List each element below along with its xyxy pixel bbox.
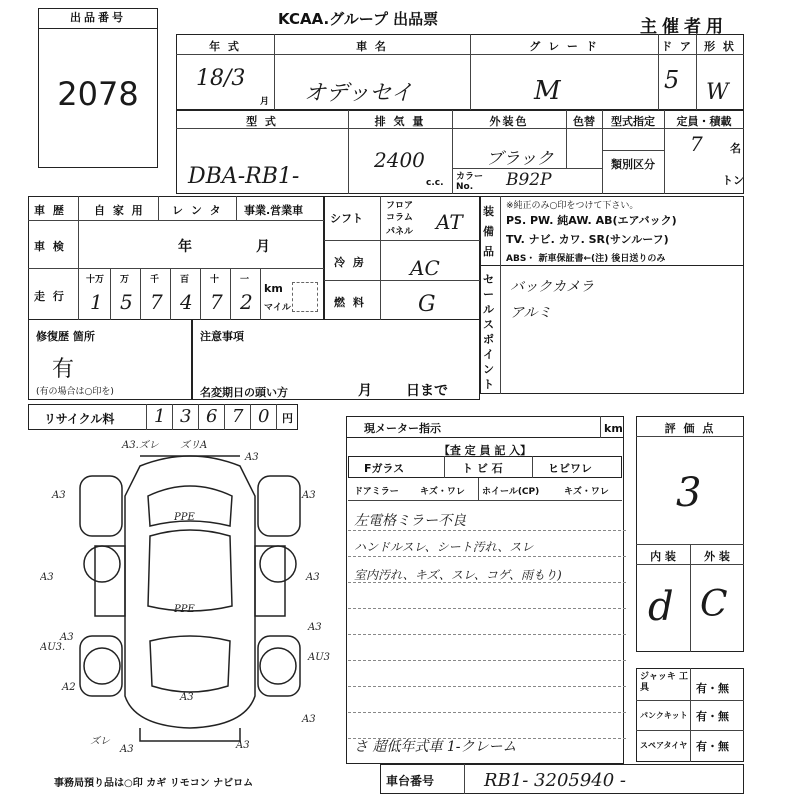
diagram-label-9: A3 bbox=[308, 622, 322, 633]
recycle-digit-1: 3 bbox=[180, 406, 192, 427]
recycle-digit-2: 6 bbox=[206, 406, 218, 427]
inspection-label: 車 検 bbox=[34, 240, 66, 253]
grade-label: 評 価 点 bbox=[664, 422, 716, 435]
mirror-label: ドアミラー bbox=[354, 487, 399, 497]
car-label: 車 名 bbox=[356, 40, 388, 53]
inspector-line-8: さ 超低年式車 1-クレーム bbox=[354, 739, 517, 755]
diagram-label-8: A3 bbox=[306, 572, 320, 583]
shift-column[interactable]: コラム bbox=[386, 213, 413, 223]
diagram-label-7: A3 bbox=[40, 572, 54, 583]
digit-h3: 百 bbox=[180, 275, 190, 285]
inspection-year: 年 bbox=[178, 239, 194, 255]
door-label: ド ア bbox=[661, 40, 693, 53]
diagram-label-6: PPE bbox=[174, 604, 195, 615]
glass-label: Fガラス bbox=[364, 462, 405, 475]
capacity-value: 7 bbox=[690, 132, 703, 156]
mileage-digit-5: 2 bbox=[240, 290, 253, 314]
digit-h2: 千 bbox=[150, 275, 160, 285]
displacement-label: 排 気 量 bbox=[374, 115, 426, 128]
chip-label[interactable]: ト ビ 石 bbox=[462, 462, 503, 475]
digit-h1: 万 bbox=[120, 275, 130, 285]
shift-value: AT bbox=[436, 210, 463, 234]
exterior-grade-label: 外 装 bbox=[704, 550, 730, 563]
recycle-digit-0: 1 bbox=[154, 406, 166, 427]
sales-text1: バックカメラ bbox=[510, 279, 594, 295]
chassis-value: RB1- 3205940 - bbox=[484, 770, 627, 791]
inspector-title: 【査 定 員 記 入】 bbox=[438, 444, 532, 457]
diagram-label-16: ズレ bbox=[90, 736, 110, 747]
color-change-label: 色替 bbox=[573, 115, 595, 128]
grade-value: M bbox=[534, 76, 561, 106]
inspection-month: 月 bbox=[256, 239, 272, 255]
car-value: オデッセイ bbox=[304, 81, 413, 106]
mileage-digit-1: 5 bbox=[120, 290, 133, 314]
diagram-label-12: A3 bbox=[60, 632, 74, 643]
interior-grade: d bbox=[648, 584, 674, 630]
mileage-digit-4: 7 bbox=[210, 290, 223, 314]
fuel-label: 燃 料 bbox=[334, 296, 366, 309]
crack-label[interactable]: ヒビワレ bbox=[548, 462, 592, 475]
mileage-digit-0: 1 bbox=[90, 290, 103, 314]
wheel-label: ホイール(CP) bbox=[482, 487, 540, 497]
color-no-label: カラー No. bbox=[456, 172, 484, 192]
shift-floor[interactable]: フロア bbox=[386, 201, 414, 211]
jack-label-0: ジャッキ 工 具 bbox=[640, 672, 688, 693]
year-value: 18/3 bbox=[196, 66, 246, 91]
equipment-line3[interactable]: ABS・ 新車保証書←(注) 後日送りのみ bbox=[506, 254, 666, 264]
inspector-line-0: 左電格ミラー不良 bbox=[354, 513, 466, 529]
diagram-label-1: ズリA bbox=[180, 440, 208, 451]
history-label: 車 歴 bbox=[34, 204, 66, 217]
interior-label: 内 装 bbox=[650, 550, 676, 563]
digit-h4: 十 bbox=[210, 275, 220, 285]
wheel-opts[interactable]: キズ・ワレ bbox=[564, 487, 609, 497]
diagram-label-18: A3 bbox=[236, 740, 250, 751]
model-value: DBA-RB1- bbox=[188, 164, 300, 189]
inspector-line-1: ハンドルスレ、シート汚れ、スレ bbox=[354, 540, 534, 554]
shift-label: シフト bbox=[330, 212, 363, 225]
recycle-unit: 円 bbox=[282, 412, 293, 425]
history-private[interactable]: 自 家 用 bbox=[94, 204, 145, 217]
sales-label: セールスポイント bbox=[483, 273, 494, 391]
mile-unit: マイル bbox=[264, 303, 291, 313]
period-month: 月 bbox=[358, 383, 374, 399]
repair-note: (有の場合は○印を) bbox=[36, 387, 114, 397]
equipment-note: ※純正のみ○印をつけて下さい。 bbox=[506, 201, 639, 211]
jack-value-0[interactable]: 有・無 bbox=[696, 682, 729, 695]
diagram-label-3: A3 bbox=[52, 490, 66, 501]
recycle-digit-3: 7 bbox=[232, 406, 244, 427]
mirror-opts[interactable]: キズ・ワレ bbox=[420, 487, 465, 497]
type-spec-label: 型式指定 bbox=[611, 115, 655, 128]
fuel-value: G bbox=[418, 292, 436, 317]
jack-value-2[interactable]: 有・無 bbox=[696, 740, 729, 753]
footer-text: 事務局預り品は○印 カギ リモコン ナビロム bbox=[54, 778, 254, 789]
capacity-unit: 名 bbox=[730, 142, 741, 155]
shape-label: 形 状 bbox=[704, 40, 736, 53]
capacity-label: 定員・積載 bbox=[676, 115, 732, 128]
jack-label-1: パンクキット bbox=[640, 711, 688, 720]
mileage-label: 走 行 bbox=[34, 290, 66, 303]
repair-label: 修復歴 箇所 bbox=[36, 330, 95, 343]
history-rental[interactable]: レ ン タ bbox=[172, 204, 223, 217]
mileage-digit-2: 7 bbox=[150, 290, 163, 314]
history-business[interactable]: 事業.営業車 bbox=[244, 204, 304, 217]
class-label: 類別区分 bbox=[611, 158, 655, 171]
lot-label: 出品番号 bbox=[39, 9, 157, 29]
diagram-label-11: AU3 bbox=[308, 652, 331, 663]
diagram-label-13: A2 bbox=[62, 682, 76, 693]
exterior-label: 外装色 bbox=[489, 115, 529, 128]
diagram-label-5: PPE bbox=[174, 512, 195, 523]
ac-label: 冷 房 bbox=[334, 256, 366, 269]
color-no-value: B92P bbox=[506, 170, 552, 190]
door-value: 5 bbox=[664, 66, 680, 94]
diagram-label-14: A3 bbox=[180, 692, 194, 703]
diagram-label-4: A3 bbox=[302, 490, 316, 501]
shift-panel[interactable]: パネル bbox=[386, 227, 414, 237]
form-title: KCAA.グループ 出品票 bbox=[278, 10, 439, 28]
diagram-label-15: A3 bbox=[302, 714, 316, 725]
diagram-label-10: AU3. bbox=[40, 642, 66, 653]
meter-unit: km bbox=[604, 422, 623, 435]
grade-score: 3 bbox=[676, 470, 702, 516]
equipment-line2[interactable]: TV. ナビ. カワ. SR(サンルーフ) bbox=[506, 233, 669, 246]
ac-value: AC bbox=[410, 256, 440, 280]
period-label: 名変期日の頭い方 bbox=[200, 386, 288, 399]
copy-label: 主催者用 bbox=[640, 17, 728, 37]
diagram-label-0: A3.ズレ bbox=[122, 440, 159, 451]
km-unit: km bbox=[264, 282, 283, 295]
digit-h0: 十万 bbox=[86, 275, 105, 285]
damage-diagram bbox=[40, 436, 340, 756]
jack-value-1[interactable]: 有・無 bbox=[696, 710, 729, 723]
equipment-line1[interactable]: PS. PW. 純AW. AB(エアバック) bbox=[506, 214, 677, 227]
exterior-grade: C bbox=[700, 584, 728, 625]
lot-number: 2078 bbox=[57, 75, 139, 113]
equipment-label: 装 備 品 bbox=[483, 205, 494, 258]
recycle-label: リサイクル料 bbox=[44, 412, 115, 426]
digit-h5: 一 bbox=[240, 275, 250, 285]
cc-unit: c.c. bbox=[426, 178, 444, 188]
notes-label: 注意事項 bbox=[200, 330, 244, 343]
recycle-digit-4: 0 bbox=[258, 406, 270, 427]
period-day: 日まで bbox=[406, 383, 448, 399]
shape-value: W bbox=[706, 80, 729, 105]
chassis-label: 車台番号 bbox=[386, 774, 435, 788]
mile-checkbox[interactable] bbox=[292, 282, 318, 312]
jack-label-2: スペアタイヤ bbox=[640, 741, 688, 750]
exterior-value: ブラック bbox=[486, 149, 554, 169]
diagram-label-2: A3 bbox=[245, 452, 259, 463]
grade-label: グ レ ー ド bbox=[529, 40, 599, 53]
tonnage-unit: トン bbox=[722, 174, 744, 187]
repair-value: 有 bbox=[52, 357, 75, 382]
sales-text2: アルミ bbox=[510, 305, 552, 321]
year-unit: 月 bbox=[260, 97, 270, 107]
diagram-label-17: A3 bbox=[120, 744, 134, 755]
inspector-line-2: 室内汚れ、キズ、スレ、コゲ、雨もり) bbox=[354, 568, 562, 582]
model-label: 型 式 bbox=[246, 115, 278, 128]
year-label: 年 式 bbox=[209, 40, 241, 53]
meter-label: 現メーター指示 bbox=[364, 422, 441, 435]
lot-box bbox=[38, 8, 158, 168]
mileage-digit-3: 4 bbox=[180, 290, 193, 314]
displacement-value: 2400 bbox=[374, 148, 425, 172]
